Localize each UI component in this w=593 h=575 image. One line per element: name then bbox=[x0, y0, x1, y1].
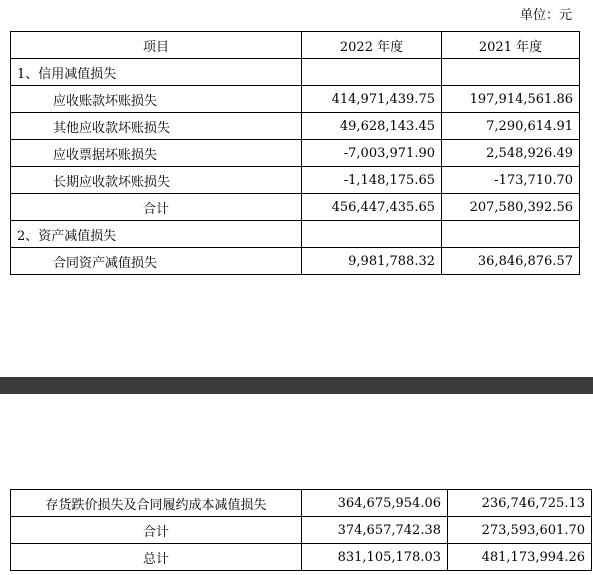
value-2021: 197,914,561.86 bbox=[442, 86, 580, 113]
value-2021: 273,593,601.70 bbox=[448, 517, 592, 544]
value-2021: 207,580,392.56 bbox=[442, 194, 580, 221]
row-label: 1、信用减值损失 bbox=[11, 59, 302, 86]
table-row bbox=[11, 194, 580, 221]
header-item: 项目 bbox=[11, 32, 302, 59]
value-2022: 9,981,788.32 bbox=[302, 248, 442, 275]
value-2022 bbox=[302, 221, 442, 248]
value-2021: 7,290,614.91 bbox=[442, 113, 580, 140]
value-2021 bbox=[442, 59, 580, 86]
row-label: 应收票据坏账损失 bbox=[11, 140, 302, 167]
value-2021: 36,846,876.57 bbox=[442, 248, 580, 275]
row-label: 存货跌价损失及合同履约成本减值损失 bbox=[11, 490, 302, 517]
table-row bbox=[11, 248, 580, 275]
value-2021: 2,548,926.49 bbox=[442, 140, 580, 167]
unit-label: 单位：元 bbox=[519, 8, 572, 23]
impairment-table-bottom bbox=[10, 489, 592, 571]
value-2022: 364,675,954.06 bbox=[302, 490, 448, 517]
value-2022: 456,447,435.65 bbox=[302, 194, 442, 221]
row-label: 总计 bbox=[11, 544, 302, 571]
value-2021: -173,710.70 bbox=[442, 167, 580, 194]
value-2022: 49,628,143.45 bbox=[302, 113, 442, 140]
row-label: 应收账款坏账损失 bbox=[11, 86, 302, 113]
value-2022: 374,657,742.38 bbox=[302, 517, 448, 544]
table-row bbox=[11, 544, 592, 571]
row-label: 合计 bbox=[11, 517, 302, 544]
header-2022: 2022 年度 bbox=[302, 32, 442, 59]
value-2022: -7,003,971.90 bbox=[302, 140, 442, 167]
table-row bbox=[11, 490, 592, 517]
row-label: 长期应收款坏账损失 bbox=[11, 167, 302, 194]
row-label: 合同资产减值损失 bbox=[11, 248, 302, 275]
page-break-band bbox=[0, 377, 593, 394]
value-2022: 831,105,178.03 bbox=[302, 544, 448, 571]
table-row bbox=[11, 113, 580, 140]
table-row bbox=[11, 59, 580, 86]
table-row bbox=[11, 86, 580, 113]
value-2022: -1,148,175.65 bbox=[302, 167, 442, 194]
row-label: 合计 bbox=[11, 194, 302, 221]
impairment-table-top bbox=[10, 31, 580, 275]
row-label: 其他应收款坏账损失 bbox=[11, 113, 302, 140]
value-2021 bbox=[442, 221, 580, 248]
value-2022 bbox=[302, 59, 442, 86]
value-2022: 414,971,439.75 bbox=[302, 86, 442, 113]
table-header-row bbox=[11, 32, 580, 59]
table-row bbox=[11, 140, 580, 167]
value-2021: 236,746,725.13 bbox=[448, 490, 592, 517]
table-row bbox=[11, 221, 580, 248]
table-row bbox=[11, 167, 580, 194]
header-2021: 2021 年度 bbox=[442, 32, 580, 59]
value-2021: 481,173,994.26 bbox=[448, 544, 592, 571]
table-row bbox=[11, 517, 592, 544]
row-label: 2、资产减值损失 bbox=[11, 221, 302, 248]
